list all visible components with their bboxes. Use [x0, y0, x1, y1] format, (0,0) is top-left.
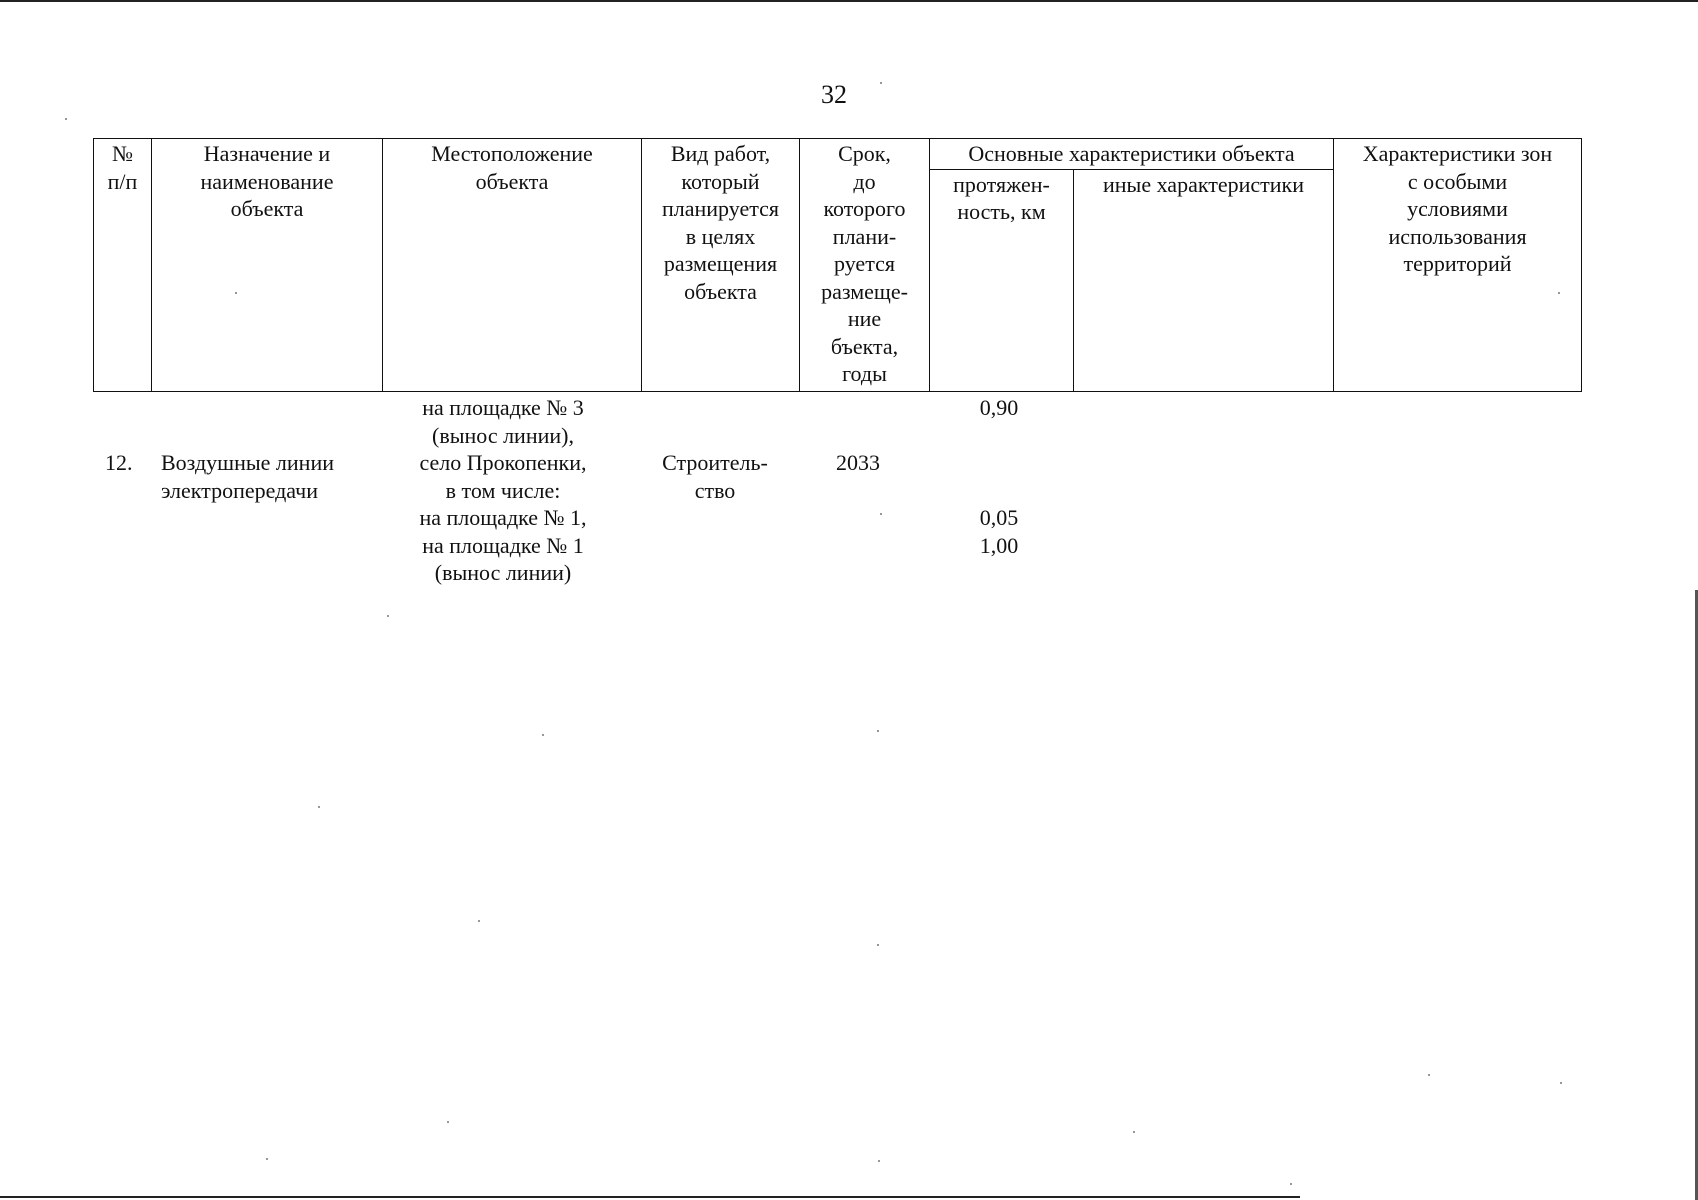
- row-length-top: 0,90: [979, 395, 1019, 420]
- row-location: на площадке № 3 (вынос линии), село Прокопенки, в том числе: на площадке № 1, на площадке № 1 (вынос линии): [419, 395, 587, 585]
- row-work-type: Строитель- ство: [662, 450, 768, 503]
- header-location: Местоположение объекта: [383, 139, 642, 392]
- scan-speck: [266, 1158, 268, 1160]
- scan-speck: [1290, 1183, 1292, 1185]
- scan-speck: [1560, 1082, 1562, 1084]
- scan-speck: [65, 118, 67, 120]
- header-length: протяжен- ность, км: [930, 169, 1074, 392]
- scan-speck: [542, 734, 544, 736]
- scan-speck: [387, 615, 389, 617]
- page-top-edge: [0, 0, 1698, 2]
- page-number: 32: [821, 80, 847, 109]
- header-work-type: Вид работ, который планируется в целях размещения объекта: [642, 139, 800, 392]
- row-deadline: 2033: [836, 450, 880, 475]
- scan-speck: [880, 513, 882, 515]
- scan-speck: [1133, 1131, 1135, 1133]
- scan-speck: [318, 806, 320, 808]
- scan-speck: [235, 292, 237, 294]
- page-bottom-edge: [0, 1196, 1300, 1198]
- header-zones: Характеристики зон с особыми условиями использования территорий: [1334, 139, 1582, 392]
- scan-speck: [878, 1160, 880, 1162]
- scan-speck: [447, 1121, 449, 1123]
- row-length-bottom: 0,05 1,00: [979, 505, 1019, 558]
- header-deadline: Срок, до которого плани- руется размеще- ние бъекта, годы: [800, 139, 930, 392]
- header-main-characteristics: Основные характеристики объекта: [930, 139, 1334, 170]
- header-other-characteristics: иные характеристики: [1074, 169, 1334, 392]
- scan-speck: [478, 920, 480, 922]
- row-name: Воздушные линии электропередачи: [161, 450, 334, 503]
- scan-speck: [877, 730, 879, 732]
- scan-speck: [880, 82, 882, 84]
- scan-speck: [877, 944, 879, 946]
- scan-speck: [1558, 292, 1560, 294]
- header-name: Назначение и наименование объекта: [152, 139, 383, 392]
- scan-speck: [1428, 1074, 1430, 1076]
- header-num: № п/п: [94, 139, 152, 392]
- row-num: 12.: [105, 450, 133, 475]
- table-header: [93, 138, 1582, 392]
